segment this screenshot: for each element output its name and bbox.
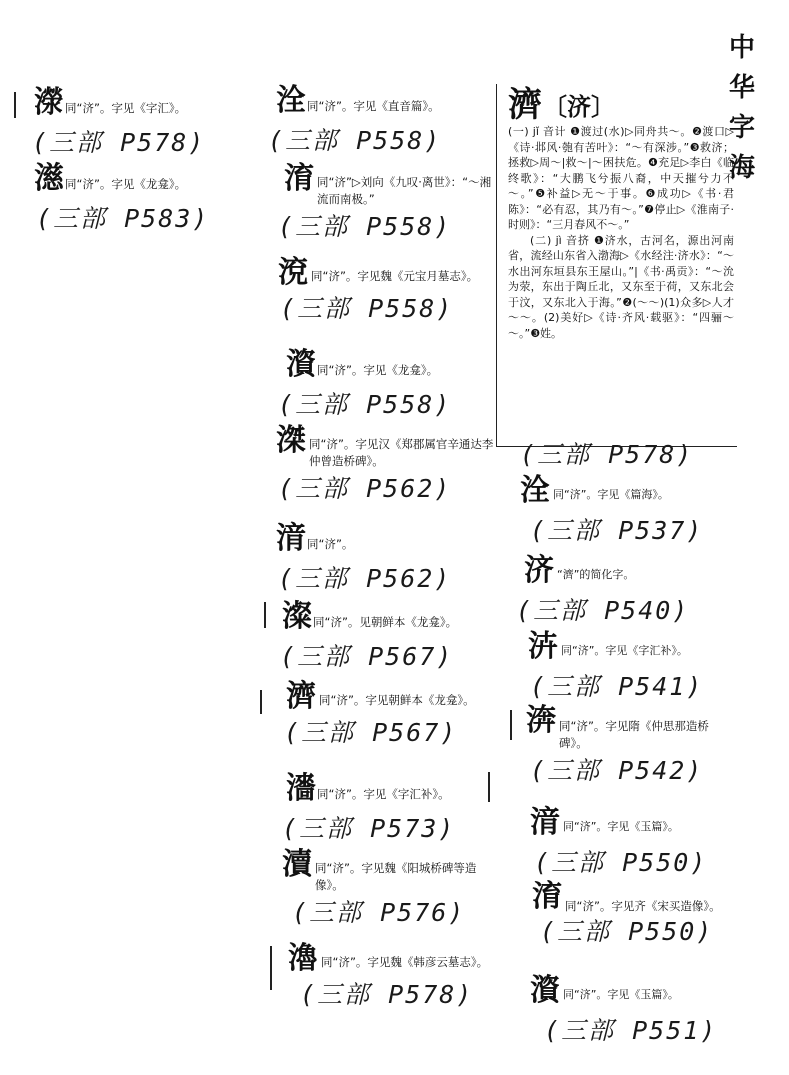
entry-glyph: 瀒 <box>286 771 315 806</box>
handwritten-note: (三部 P567) <box>284 718 458 747</box>
dictionary-entry <box>258 522 498 594</box>
entry-glyph: 濴 <box>34 85 63 120</box>
dictionary-entry <box>500 554 732 626</box>
dictionary-entry <box>500 630 732 702</box>
dictionary-entry <box>258 162 498 242</box>
handwritten-note: (三部 P562) <box>278 564 452 593</box>
title-char: 海 <box>728 153 755 183</box>
entry-glyph: 瀂 <box>288 941 317 976</box>
entry-glyph: 济 <box>524 553 553 588</box>
entry-definition: 同“济”。字见《玉篇》。 <box>563 820 679 833</box>
title-char: 中 <box>728 33 755 63</box>
entry-glyph: 瀆 <box>282 847 311 882</box>
handwritten-note: (三部 P542) <box>530 756 704 785</box>
dictionary-entry <box>500 474 732 546</box>
dictionary-entry <box>500 880 732 947</box>
dictionary-entry <box>258 942 498 1010</box>
entry-definition: 同“济”。字见《龙龛》。 <box>317 363 439 377</box>
dictionary-entry <box>258 424 498 504</box>
entry-definition: 同“济”。字见魏《元宝月墓志》。 <box>311 269 479 283</box>
entry-glyph: 滐 <box>276 423 305 458</box>
handwritten-note: (三部 P558) <box>278 390 452 419</box>
handwritten-note: (三部 P558) <box>278 212 452 241</box>
handwritten-note: (三部 P562) <box>278 474 452 503</box>
entry-definition: 同“济”。字见《玉篇》。 <box>563 988 679 1001</box>
entry-glyph: 渀 <box>526 703 555 738</box>
entry-glyph: 澬 <box>530 973 559 1008</box>
handwritten-note: (三部 P558) <box>268 126 442 155</box>
entry-definition: 同“济”。字见隋《仲思那造桥碑》。 <box>559 719 709 750</box>
dictionary-entry <box>12 162 248 234</box>
entry-definition: “濟”的简化字。 <box>557 568 635 581</box>
title-char: 字 <box>728 113 755 143</box>
dictionary-entry <box>258 256 498 324</box>
handwritten-note: (三部 P578) <box>520 440 694 469</box>
entry-definition: 同“济”。字见《字汇》。 <box>65 101 187 115</box>
handwritten-note: (三部 P541) <box>530 672 704 701</box>
entry-glyph: 洤 <box>520 473 549 508</box>
handwritten-note: (三部 P551) <box>544 1016 718 1045</box>
entry-glyph: 澬 <box>286 347 315 382</box>
dictionary-entry <box>258 84 498 156</box>
handwritten-note: (三部 P550) <box>540 917 714 946</box>
entry-glyph: 澯 <box>282 599 311 634</box>
handwritten-note: (三部 P578) <box>32 128 206 157</box>
dictionary-entry <box>258 848 498 928</box>
entry-glyph: 濨 <box>34 161 63 196</box>
entry-glyph: 淯 <box>284 161 313 196</box>
entry-definition-text <box>508 124 734 341</box>
entry-traditional: 〔济〕 <box>543 92 615 121</box>
handwritten-note: (三部 P558) <box>280 294 454 323</box>
entry-definition: 同“济”。字见魏《韩彦云墓志》。 <box>321 955 489 969</box>
dictionary-entry <box>258 680 498 748</box>
handwritten-note: (三部 P573) <box>282 814 456 843</box>
entry-definition: 同“济”。字见魏《阳城桥碑等造像》。 <box>315 861 477 892</box>
entry-definition: 同“济”。字见《篇海》。 <box>553 488 669 501</box>
entry-glyph: 湇 <box>276 521 305 556</box>
handwritten-note-block <box>500 432 732 470</box>
definition-part-2: (二) jì 音挤 ❶济水，古河名，源出河南省，流经山东省入渤海▷《水经注·济水》：“～水出河东垣县东王屋山。”|《书·禹贡》：“～沇为荥，东出于陶丘北，又东至于荷，又东北会于汶，又东北入于海。”❷(～～)(1)众多▷人才～～。(2)美好▷《诗·齐风·载驱》：“四骊～～。”❸姓。 <box>508 233 734 340</box>
handwritten-note: (三部 P540) <box>516 596 690 625</box>
entry-definition: 同“济”。字见《字汇补》。 <box>561 644 688 657</box>
dictionary-entry <box>258 348 498 420</box>
entry-definition: 同“济”。字见朝鲜本《龙龛》。 <box>319 693 475 707</box>
handwritten-note: (三部 P583) <box>36 204 210 233</box>
handwritten-note: (三部 P578) <box>300 980 474 1009</box>
entry-glyph: 濟 <box>508 85 542 125</box>
entry-glyph: 渷 <box>278 255 307 290</box>
handwritten-note: (三部 P567) <box>280 642 454 671</box>
dictionary-entry <box>500 704 732 786</box>
entry-definition: 同“济”。字见《龙龛》。 <box>65 177 187 191</box>
entry-definition: 同“济”。字见《直音篇》。 <box>307 99 440 113</box>
entry-glyph: 泋 <box>528 629 557 664</box>
handwritten-note: (三部 P537) <box>530 516 704 545</box>
dictionary-entry <box>258 772 498 844</box>
entry-definition: 同“济”▷刘向《九叹·离世》：“～湘流而南极。” <box>317 175 492 206</box>
dictionary-entry <box>500 806 732 878</box>
entry-glyph: 洤 <box>276 83 305 118</box>
entry-glyph: 湇 <box>530 805 559 840</box>
definition-part-1: (一) jǐ 音计 ❶渡过(水)▷同舟共～。❷渡口▷《诗·邶风·匏有苦叶》：“～有深涉。”❸救济；拯救▷周～|救～|～困扶危。❹充足▷李白《临终歌》：“大鹏飞兮振八裔，中天摧兮力不～。”❺补益▷无～于事。❻成功▷《书·君陈》：“必有忍，其乃有～。”❼停止▷《淮南子·时则》：“三月春风不～。” <box>508 125 734 231</box>
entry-glyph: 淯 <box>532 879 561 914</box>
entry-glyph: 濟 <box>286 679 315 714</box>
entry-definition: 同“济”。字见汉《郑郡属官辛通达李仲曾造桥碑》。 <box>309 437 494 468</box>
entry-definition: 同“济”。见朝鲜本《龙龛》。 <box>313 615 458 629</box>
title-char: 华 <box>728 73 755 103</box>
dictionary-entry <box>500 974 732 1046</box>
entry-definition: 同“济”。字见《字汇补》。 <box>317 787 450 801</box>
handwritten-note: (三部 P550) <box>534 848 708 877</box>
entry-definition: 同“济”。 <box>307 537 354 551</box>
dictionary-entry <box>258 600 498 672</box>
margin-mark <box>488 772 490 802</box>
handwritten-note: (三部 P576) <box>292 898 466 927</box>
dictionary-entry <box>12 86 248 158</box>
main-entry-ji <box>508 86 734 341</box>
entry-definition: 同“济”。字见齐《宋买造像》。 <box>565 899 721 913</box>
